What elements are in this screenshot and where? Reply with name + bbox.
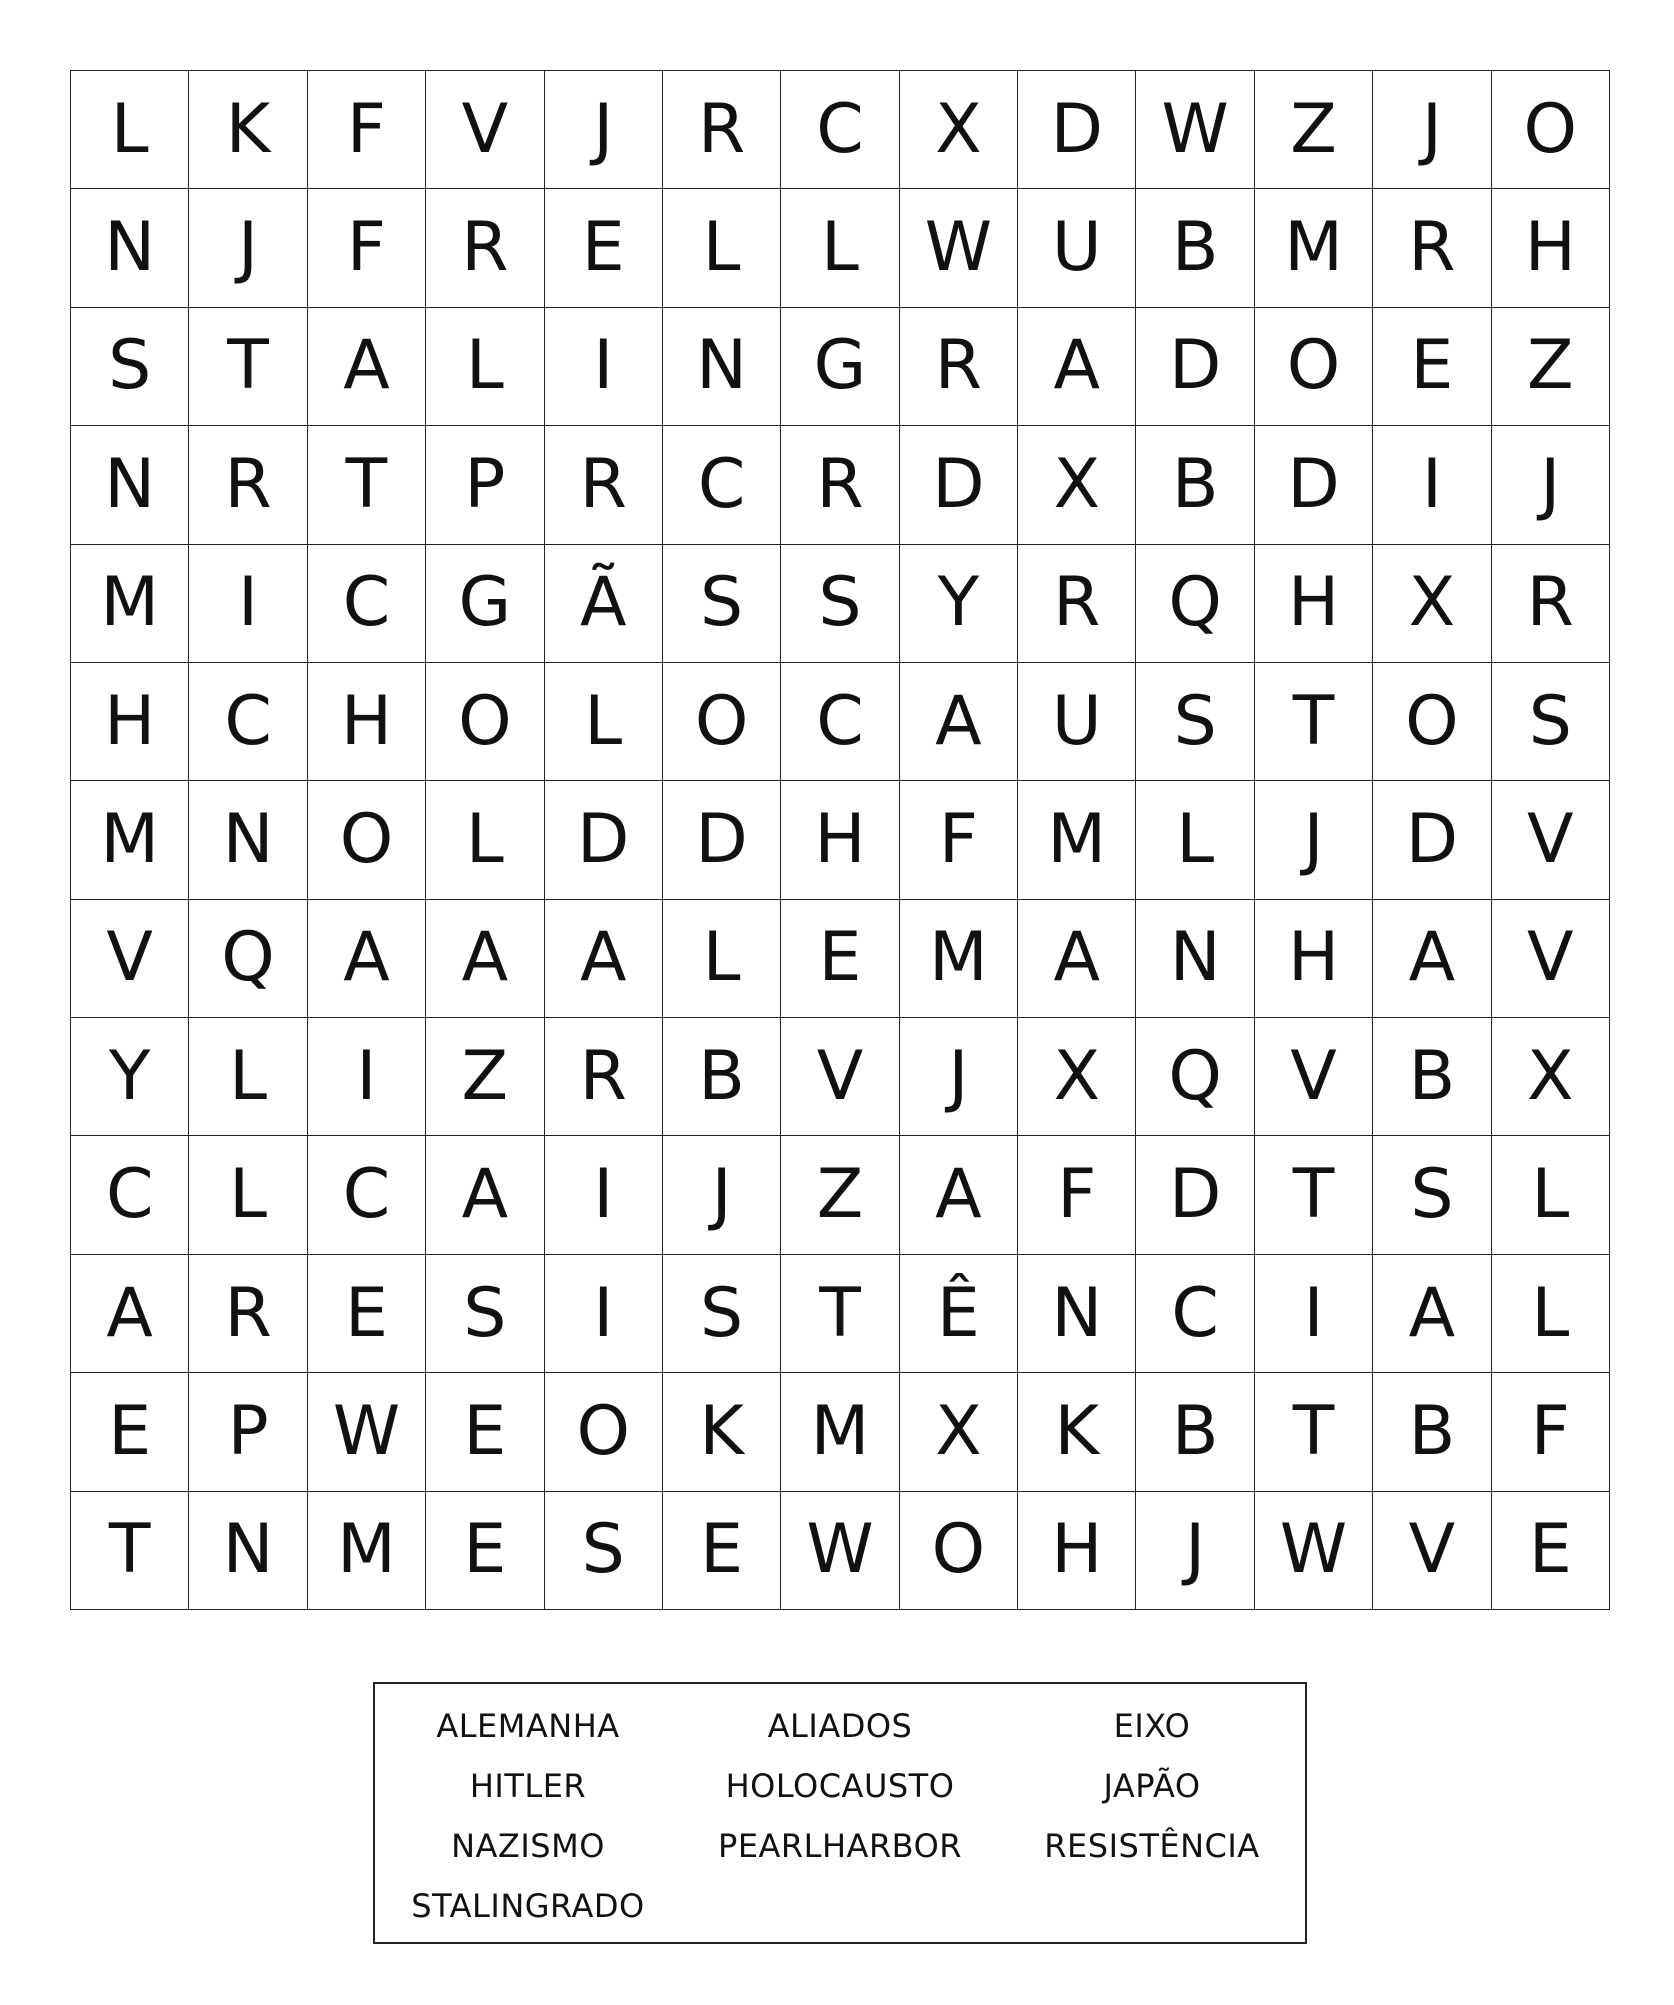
word-list-item: ALEMANHA: [436, 1707, 620, 1745]
grid-cell[interactable]: C: [663, 426, 781, 544]
grid-cell[interactable]: F: [308, 189, 426, 307]
grid-cell[interactable]: R: [545, 426, 663, 544]
grid-cell[interactable]: I: [1255, 1255, 1373, 1373]
grid-cell[interactable]: B: [663, 1018, 781, 1136]
grid-cell[interactable]: J: [1373, 71, 1491, 189]
grid-cell[interactable]: L: [1136, 781, 1254, 899]
grid-cell[interactable]: L: [426, 308, 544, 426]
grid-cell[interactable]: S: [545, 1492, 663, 1610]
grid-cell[interactable]: A: [426, 1136, 544, 1254]
grid-cell[interactable]: O: [426, 663, 544, 781]
grid-cell[interactable]: H: [1255, 545, 1373, 663]
grid-cell[interactable]: E: [781, 900, 899, 1018]
grid-cell[interactable]: E: [308, 1255, 426, 1373]
grid-cell[interactable]: T: [1255, 663, 1373, 781]
grid-cell[interactable]: W: [900, 189, 1018, 307]
grid-cell[interactable]: O: [900, 1492, 1018, 1610]
grid-cell[interactable]: A: [71, 1255, 189, 1373]
grid-cell[interactable]: C: [71, 1136, 189, 1254]
grid-cell[interactable]: S: [1492, 663, 1610, 781]
grid-cell[interactable]: Z: [781, 1136, 899, 1254]
grid-cell[interactable]: B: [1373, 1373, 1491, 1491]
grid-cell[interactable]: A: [900, 663, 1018, 781]
grid-cell[interactable]: D: [1255, 426, 1373, 544]
grid-cell[interactable]: T: [189, 308, 307, 426]
grid-cell[interactable]: I: [545, 1136, 663, 1254]
grid-cell[interactable]: R: [781, 426, 899, 544]
grid-cell[interactable]: X: [1492, 1018, 1610, 1136]
grid-cell[interactable]: Z: [426, 1018, 544, 1136]
grid-cell[interactable]: D: [1136, 308, 1254, 426]
grid-cell[interactable]: T: [781, 1255, 899, 1373]
grid-cell[interactable]: S: [1373, 1136, 1491, 1254]
grid-cell[interactable]: A: [1373, 900, 1491, 1018]
grid-cell[interactable]: R: [1373, 189, 1491, 307]
grid-cell[interactable]: Z: [1255, 71, 1373, 189]
grid-cell[interactable]: A: [308, 308, 426, 426]
grid-cell[interactable]: C: [781, 663, 899, 781]
grid-cell[interactable]: R: [189, 1255, 307, 1373]
grid-cell[interactable]: J: [1136, 1492, 1254, 1610]
grid-cell[interactable]: Q: [189, 900, 307, 1018]
grid-cell[interactable]: K: [1018, 1373, 1136, 1491]
grid-cell[interactable]: K: [663, 1373, 781, 1491]
grid-cell[interactable]: R: [1018, 545, 1136, 663]
grid-cell[interactable]: V: [1492, 900, 1610, 1018]
grid-cell[interactable]: I: [308, 1018, 426, 1136]
grid-cell[interactable]: L: [426, 781, 544, 899]
grid-cell[interactable]: D: [1373, 781, 1491, 899]
grid-cell[interactable]: D: [1136, 1136, 1254, 1254]
grid-cell[interactable]: S: [71, 308, 189, 426]
grid-cell[interactable]: O: [663, 663, 781, 781]
grid-cell[interactable]: Z: [1492, 308, 1610, 426]
grid-cell[interactable]: T: [71, 1492, 189, 1610]
grid-cell[interactable]: A: [545, 900, 663, 1018]
grid-cell[interactable]: B: [1136, 1373, 1254, 1491]
grid-cell[interactable]: W: [1255, 1492, 1373, 1610]
word-list-item: RESISTÊNCIA: [1044, 1827, 1260, 1865]
grid-cell[interactable]: E: [71, 1373, 189, 1491]
grid-cell[interactable]: N: [71, 189, 189, 307]
grid-cell[interactable]: V: [426, 71, 544, 189]
grid-cell[interactable]: V: [781, 1018, 899, 1136]
grid-cell[interactable]: E: [545, 189, 663, 307]
grid-cell[interactable]: I: [189, 545, 307, 663]
grid-cell[interactable]: N: [1018, 1255, 1136, 1373]
grid-cell[interactable]: F: [308, 71, 426, 189]
grid-cell[interactable]: N: [189, 1492, 307, 1610]
grid-cell[interactable]: S: [1136, 663, 1254, 781]
grid-cell[interactable]: M: [308, 1492, 426, 1610]
grid-cell[interactable]: E: [1492, 1492, 1610, 1610]
grid-cell[interactable]: S: [781, 545, 899, 663]
grid-cell[interactable]: T: [1255, 1136, 1373, 1254]
grid-cell[interactable]: K: [189, 71, 307, 189]
grid-cell[interactable]: C: [189, 663, 307, 781]
grid-cell[interactable]: P: [189, 1373, 307, 1491]
grid-cell[interactable]: R: [663, 71, 781, 189]
grid-cell[interactable]: O: [1373, 663, 1491, 781]
grid-cell[interactable]: S: [426, 1255, 544, 1373]
grid-cell[interactable]: N: [663, 308, 781, 426]
word-list-item: ALIADOS: [767, 1707, 913, 1745]
grid-cell[interactable]: Q: [1136, 1018, 1254, 1136]
grid-cell[interactable]: M: [71, 781, 189, 899]
grid-cell[interactable]: T: [308, 426, 426, 544]
grid-cell[interactable]: E: [1373, 308, 1491, 426]
grid-cell[interactable]: V: [1492, 781, 1610, 899]
grid-cell[interactable]: I: [545, 1255, 663, 1373]
grid-cell[interactable]: U: [1018, 189, 1136, 307]
grid-cell[interactable]: B: [1373, 1018, 1491, 1136]
grid-cell[interactable]: Q: [1136, 545, 1254, 663]
grid-cell[interactable]: G: [426, 545, 544, 663]
grid-cell[interactable]: R: [1492, 545, 1610, 663]
grid-cell[interactable]: L: [189, 1018, 307, 1136]
grid-cell[interactable]: H: [308, 663, 426, 781]
grid-cell[interactable]: Y: [71, 1018, 189, 1136]
grid-cell[interactable]: A: [1018, 308, 1136, 426]
grid-cell[interactable]: H: [71, 663, 189, 781]
grid-cell[interactable]: X: [1018, 426, 1136, 544]
grid-cell[interactable]: F: [900, 781, 1018, 899]
grid-cell[interactable]: Ê: [900, 1255, 1018, 1373]
grid-cell[interactable]: A: [1373, 1255, 1491, 1373]
grid-cell[interactable]: C: [308, 1136, 426, 1254]
grid-cell[interactable]: J: [1492, 426, 1610, 544]
grid-cell[interactable]: D: [1018, 71, 1136, 189]
grid-cell[interactable]: M: [900, 900, 1018, 1018]
grid-cell[interactable]: O: [1492, 71, 1610, 189]
grid-cell[interactable]: O: [1255, 308, 1373, 426]
word-list-item: EIXO: [1113, 1707, 1191, 1745]
grid-cell[interactable]: J: [545, 71, 663, 189]
word-list-item: JAPÃO: [1103, 1767, 1201, 1805]
grid-cell[interactable]: A: [1018, 900, 1136, 1018]
grid-cell[interactable]: X: [1018, 1018, 1136, 1136]
grid-cell[interactable]: A: [308, 900, 426, 1018]
grid-cell[interactable]: X: [900, 1373, 1018, 1491]
grid-cell[interactable]: Ã: [545, 545, 663, 663]
word-list-item: HITLER: [469, 1767, 587, 1805]
grid-cell[interactable]: V: [1373, 1492, 1491, 1610]
grid-cell[interactable]: V: [71, 900, 189, 1018]
grid-cell[interactable]: S: [663, 545, 781, 663]
grid-cell[interactable]: L: [1492, 1136, 1610, 1254]
grid-cell[interactable]: L: [663, 900, 781, 1018]
grid-cell[interactable]: R: [900, 308, 1018, 426]
grid-cell[interactable]: C: [1136, 1255, 1254, 1373]
grid-cell[interactable]: W: [308, 1373, 426, 1491]
grid-cell[interactable]: S: [663, 1255, 781, 1373]
grid-cell[interactable]: L: [545, 663, 663, 781]
grid-cell[interactable]: G: [781, 308, 899, 426]
grid-cell[interactable]: H: [1018, 1492, 1136, 1610]
grid-cell[interactable]: R: [545, 1018, 663, 1136]
grid-cell[interactable]: B: [1136, 426, 1254, 544]
grid-cell[interactable]: C: [781, 71, 899, 189]
grid-cell[interactable]: M: [1255, 189, 1373, 307]
grid-cell[interactable]: L: [663, 189, 781, 307]
grid-cell[interactable]: W: [781, 1492, 899, 1610]
grid-cell[interactable]: C: [308, 545, 426, 663]
grid-cell[interactable]: V: [1255, 1018, 1373, 1136]
grid-cell[interactable]: L: [781, 189, 899, 307]
grid-cell[interactable]: R: [189, 426, 307, 544]
grid-cell[interactable]: J: [900, 1018, 1018, 1136]
grid-cell[interactable]: O: [545, 1373, 663, 1491]
grid-cell[interactable]: D: [545, 781, 663, 899]
grid-cell[interactable]: H: [1492, 189, 1610, 307]
grid-cell[interactable]: R: [426, 189, 544, 307]
letter-grid: [70, 70, 1610, 1610]
grid-cell[interactable]: L: [1492, 1255, 1610, 1373]
grid-cell[interactable]: H: [781, 781, 899, 899]
grid-cell[interactable]: T: [1255, 1373, 1373, 1491]
grid-cell[interactable]: F: [1492, 1373, 1610, 1491]
grid-cell[interactable]: M: [71, 545, 189, 663]
grid-cell[interactable]: E: [426, 1492, 544, 1610]
grid-cell[interactable]: M: [1018, 781, 1136, 899]
word-list-item: STALINGRADO: [411, 1887, 645, 1925]
grid-cell[interactable]: N: [1136, 900, 1254, 1018]
grid-cell[interactable]: L: [189, 1136, 307, 1254]
grid-cell[interactable]: A: [900, 1136, 1018, 1254]
grid-cell[interactable]: F: [1018, 1136, 1136, 1254]
grid-cell[interactable]: N: [189, 781, 307, 899]
grid-cell[interactable]: I: [1373, 426, 1491, 544]
grid-cell[interactable]: D: [663, 781, 781, 899]
grid-cell[interactable]: M: [781, 1373, 899, 1491]
word-list-item: PEARLHARBOR: [718, 1827, 962, 1865]
grid-cell[interactable]: L: [71, 71, 189, 189]
word-list-item: HOLOCAUSTO: [725, 1767, 955, 1805]
grid-cell[interactable]: O: [308, 781, 426, 899]
grid-cell[interactable]: P: [426, 426, 544, 544]
word-list-item: NAZISMO: [451, 1827, 605, 1865]
grid-cell[interactable]: I: [545, 308, 663, 426]
grid-cell[interactable]: X: [900, 71, 1018, 189]
grid-cell[interactable]: J: [663, 1136, 781, 1254]
grid-cell[interactable]: W: [1136, 71, 1254, 189]
grid-cell[interactable]: A: [426, 900, 544, 1018]
grid-cell[interactable]: D: [900, 426, 1018, 544]
grid-cell[interactable]: J: [1255, 781, 1373, 899]
grid-cell[interactable]: N: [71, 426, 189, 544]
grid-cell[interactable]: Y: [900, 545, 1018, 663]
grid-cell[interactable]: E: [426, 1373, 544, 1491]
grid-cell[interactable]: H: [1255, 900, 1373, 1018]
grid-cell[interactable]: J: [189, 189, 307, 307]
grid-cell[interactable]: B: [1136, 189, 1254, 307]
grid-cell[interactable]: U: [1018, 663, 1136, 781]
grid-cell[interactable]: X: [1373, 545, 1491, 663]
grid-cell[interactable]: E: [663, 1492, 781, 1610]
word-list: [373, 1682, 1307, 1944]
